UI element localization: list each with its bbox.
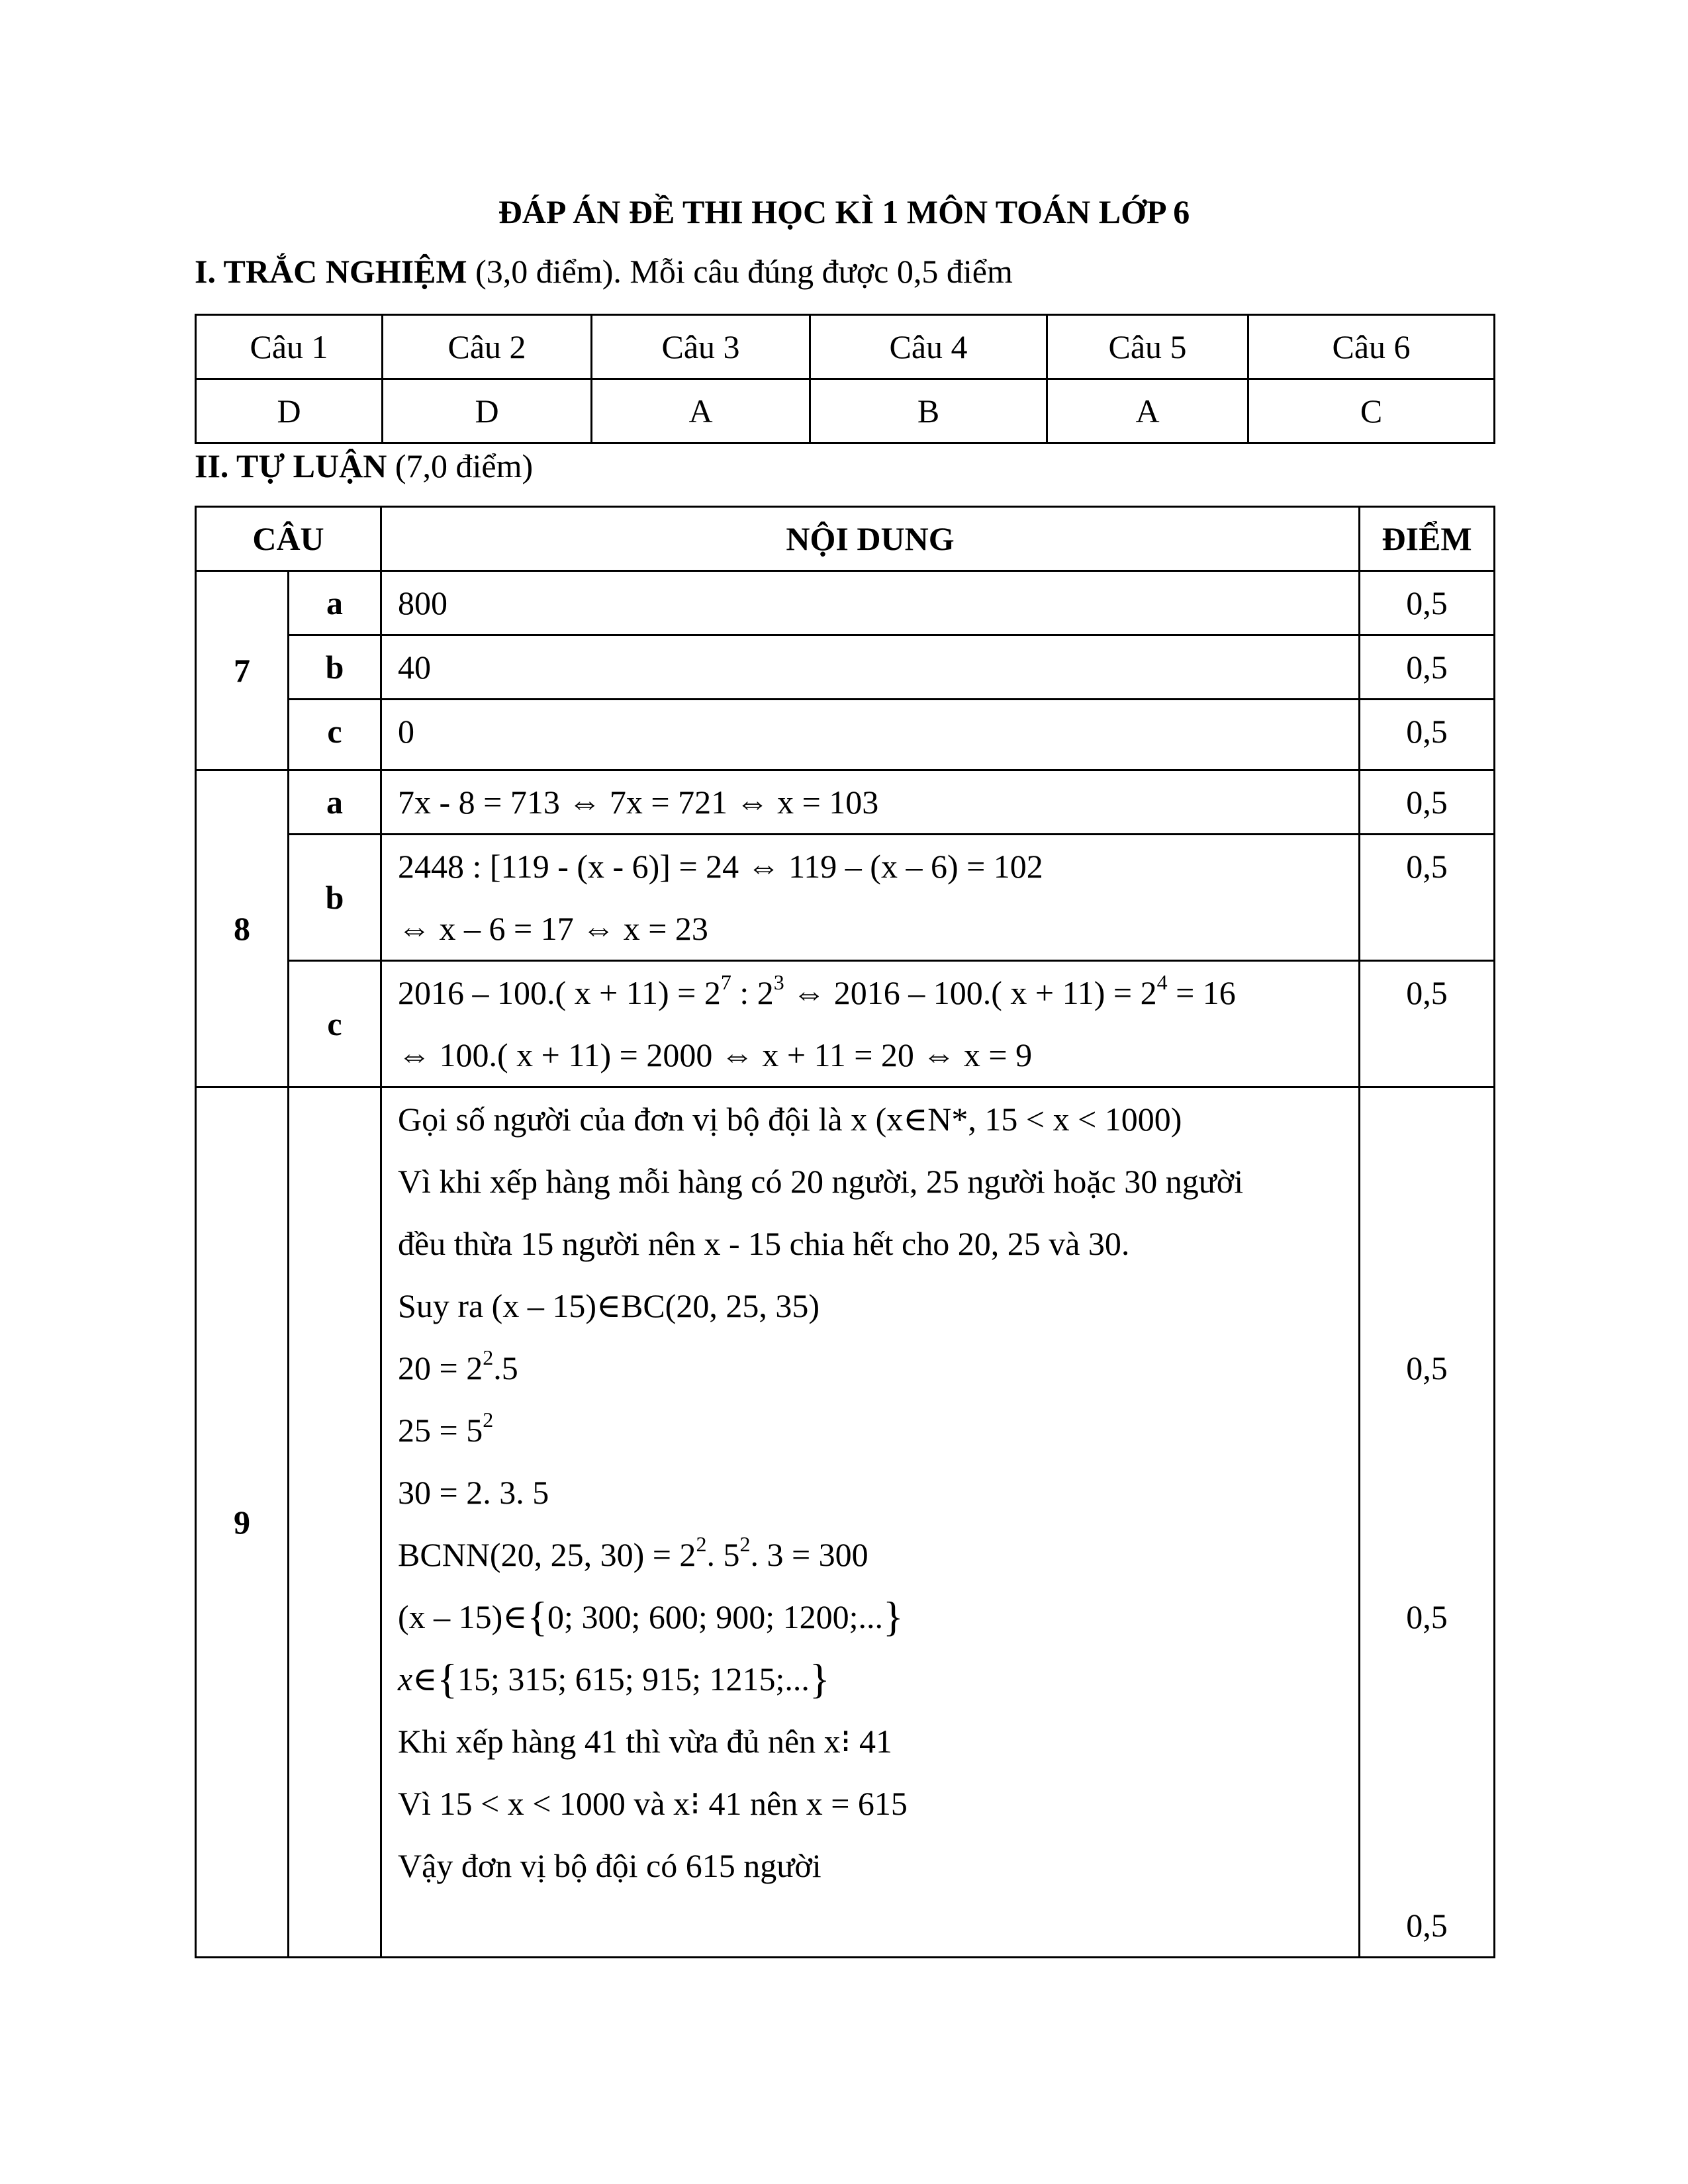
part-label: c — [289, 700, 381, 770]
essay-table-header — [196, 507, 1495, 571]
table-row — [196, 770, 1495, 835]
text-run: 25 = 5 — [398, 1412, 483, 1449]
content-line: Vì khi xếp hàng mỗi hàng có 20 người, 25 người hoặc 30 người — [398, 1163, 1244, 1200]
exponent: 3 — [773, 970, 784, 994]
score-value: 0,5 — [1360, 635, 1495, 700]
score-value: 0,5 — [1360, 961, 1495, 1087]
content-line: Vì 15 < x < 1000 và x⁝ 41 nên x = 615 — [398, 1785, 908, 1822]
exponent: 7 — [720, 970, 731, 994]
table-row — [196, 835, 1495, 961]
text-run: (x – 15)∈ — [398, 1598, 528, 1635]
content-line — [398, 1337, 1358, 1399]
question-number: 7 — [196, 571, 289, 770]
page-title: ĐÁP ÁN ĐỀ THI HỌC KÌ 1 MÔN TOÁN LỚP 6 — [498, 193, 1190, 230]
question-label: Câu 2 — [383, 315, 592, 379]
left-brace: { — [527, 1593, 548, 1640]
content-line: Vậy đơn vị bộ đội có 615 người — [398, 1847, 821, 1884]
score-value: 0,5 — [1360, 835, 1495, 961]
table-row — [196, 635, 1495, 700]
text-run: 15; 315; 615; 915; 1215;... — [457, 1661, 810, 1698]
question-label: Câu 5 — [1047, 315, 1248, 379]
question-label: Câu 4 — [810, 315, 1047, 379]
content-line: 30 = 2. 3. 5 — [398, 1474, 549, 1511]
answer-cell: B — [810, 379, 1047, 443]
text-run: . 5 — [706, 1536, 740, 1573]
table-row — [196, 571, 1495, 635]
answer-content — [381, 835, 1360, 961]
question-label: Câu 3 — [592, 315, 810, 379]
left-brace: { — [437, 1655, 457, 1702]
header-content: NỘI DUNG — [381, 507, 1360, 571]
score-value: 0,5 — [1406, 1598, 1448, 1635]
text-run: : 2 — [731, 974, 774, 1011]
answer-table-answers — [196, 379, 1495, 443]
score-value: 0,5 — [1360, 571, 1495, 635]
question-number: 8 — [196, 770, 289, 1087]
question-label: Câu 6 — [1248, 315, 1495, 379]
answer-cell: D — [383, 379, 592, 443]
table-row — [196, 1087, 1495, 1958]
content-line — [398, 1648, 1358, 1710]
content-line: ⇔ x – 6 = 17 ⇔ x = 23 — [398, 910, 708, 947]
text-run: 20 = 2 — [398, 1349, 483, 1387]
answer-content — [381, 961, 1360, 1087]
text-run: = 16 — [1167, 974, 1236, 1011]
score-value: 0,5 — [1360, 700, 1495, 770]
content-line: 2448 : [119 - (x - 6)] = 24 ⇔ 119 – (x – 6) = 102 — [398, 848, 1043, 885]
question-number: 9 — [196, 1087, 289, 1958]
right-brace: } — [883, 1593, 904, 1640]
answer-content: 800 — [381, 571, 1360, 635]
score-column — [1360, 1087, 1495, 1958]
text-run: BCNN(20, 25, 30) = 2 — [398, 1536, 696, 1573]
content-line: ⇔ 100.( x + 11) = 2000 ⇔ x + 11 = 20 ⇔ x = 9 — [398, 1036, 1033, 1073]
part-label: a — [289, 770, 381, 835]
table-row — [196, 961, 1495, 1087]
part-label: b — [289, 835, 381, 961]
content-line: Gọi số người của đơn vị bộ đội là x (x∈N*, 15 < x < 1000) — [398, 1101, 1182, 1138]
section2-points: (7,0 điểm) — [395, 447, 534, 484]
answer-content — [381, 1087, 1360, 1958]
part-label: b — [289, 635, 381, 700]
table-row — [196, 700, 1495, 770]
part-label: c — [289, 961, 381, 1087]
answer-cell: A — [592, 379, 810, 443]
content-line: Khi xếp hàng 41 thì vừa đủ nên x⁝ 41 — [398, 1723, 893, 1760]
content-line — [398, 1586, 1358, 1648]
section2-heading — [195, 446, 533, 486]
content-line — [398, 962, 1358, 1024]
answer-table-header — [196, 315, 1495, 379]
text-run: ⇔ 2016 – 100.( x + 11) = 2 — [784, 974, 1157, 1011]
score-value: 0,5 — [1406, 1907, 1448, 1944]
part-label: a — [289, 571, 381, 635]
content-line: đều thừa 15 người nên x - 15 chia hết cho 20, 25 và 30. — [398, 1225, 1130, 1262]
exponent: 2 — [696, 1532, 707, 1556]
header-question: CÂU — [196, 507, 381, 571]
text-run: . 3 = 300 — [750, 1536, 868, 1573]
section1-points: (3,0 điểm). Mỗi câu đúng được 0,5 điểm — [475, 253, 1013, 290]
right-brace: } — [809, 1655, 830, 1702]
content-line — [398, 1399, 1358, 1461]
essay-table — [195, 506, 1495, 1958]
exponent: 2 — [483, 1345, 494, 1369]
answer-content: 40 — [381, 635, 1360, 700]
header-score: ĐIỂM — [1360, 507, 1495, 571]
answer-cell: A — [1047, 379, 1248, 443]
section1-heading — [195, 251, 1013, 291]
answer-table — [195, 314, 1495, 444]
part-label — [289, 1087, 381, 1958]
answer-cell: C — [1248, 379, 1495, 443]
text-run: 0; 300; 600; 900; 1200;... — [547, 1598, 884, 1635]
section1-label: I. TRẮC NGHIỆM — [195, 253, 467, 290]
exponent: 2 — [483, 1408, 494, 1432]
text-run: 2016 – 100.( x + 11) = 2 — [398, 974, 721, 1011]
content-line: Suy ra (x – 15)∈BC(20, 25, 35) — [398, 1287, 820, 1324]
text-run: .5 — [493, 1349, 518, 1387]
question-label: Câu 1 — [196, 315, 383, 379]
score-value: 0,5 — [1406, 1349, 1448, 1387]
section2-label: II. TỰ LUẬN — [195, 447, 387, 484]
content-line — [398, 1524, 1358, 1586]
text-run: x∈ — [398, 1661, 438, 1698]
score-value: 0,5 — [1360, 770, 1495, 835]
answer-content: 0 — [381, 700, 1360, 770]
answer-cell: D — [196, 379, 383, 443]
exponent: 4 — [1156, 970, 1168, 994]
exponent: 2 — [739, 1532, 751, 1556]
answer-content: 7x - 8 = 713 ⇔ 7x = 721 ⇔ x = 103 — [381, 770, 1360, 835]
